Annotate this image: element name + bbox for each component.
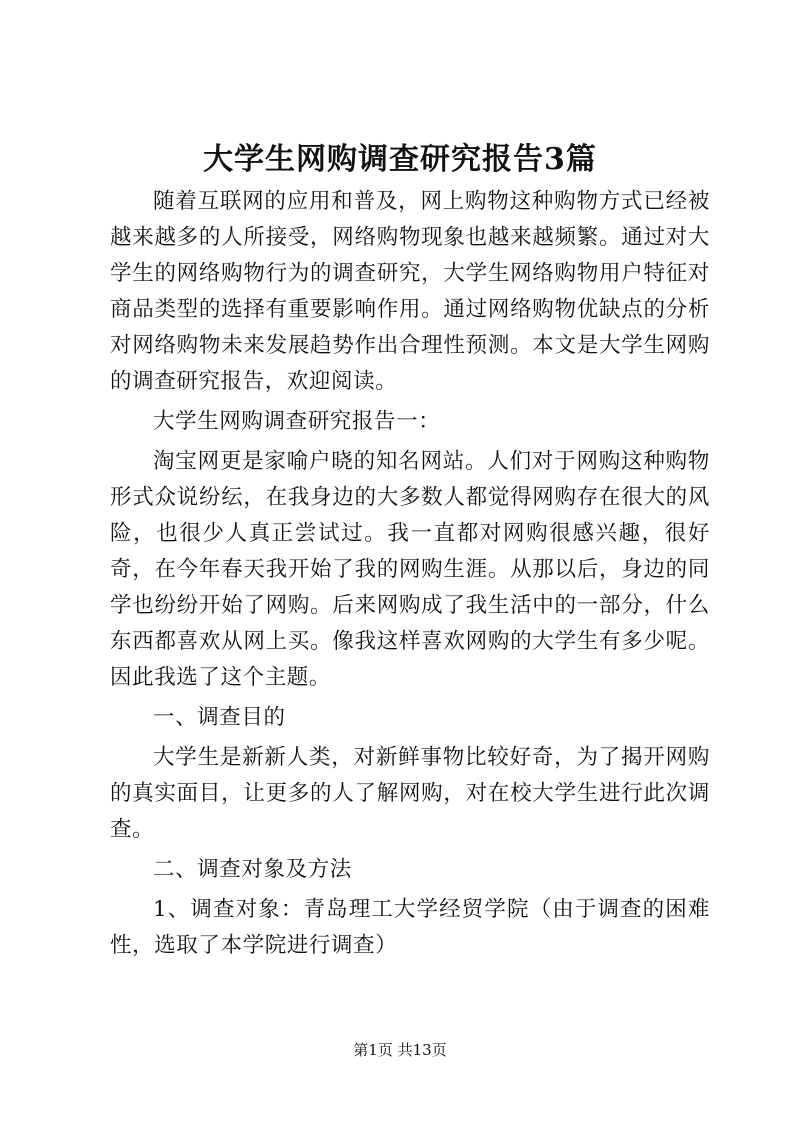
page-footer: 第1页 共13页 [353,1041,447,1059]
report-one-paragraph: 淘宝网更是家喻户晓的知名网站。人们对于网购这种购物形式众说纷纭，在我身边的大多数人都觉得网购存在很大的风险，也很少人真正尝试过。我一直都对网购很感兴趣，很好奇，在今年春天我开始了我的网购生涯。从那以后，身边的同学也纷纷开始了网购。后来网购成了我生活中的一部分，什么东西都喜欢从网上买。像我这样喜欢网购的大学生有多少呢。因此我选了这个主题。 [110,449,710,690]
section-heading-purpose: 一、调查目的 [153,705,286,730]
survey-subject-paragraph: 1、调查对象：青岛理工大学经贸学院（由于调查的困难性，选取了本学院进行调查） [110,897,710,958]
document-body [110,184,710,964]
document-title: 大学生网购调查研究报告3篇 [203,142,597,177]
intro-paragraph: 随着互联网的应用和普及，网上购物这种购物方式已经被越来越多的人所接受，网络购物现象也越来越频繁。通过对大学生的网络购物行为的调查研究，大学生网络购物用户特征对商品类型的选择有重要影响作用。通过网络购物优缺点的分析对网络购物未来发展趋势作出合理性预测。本文是大学生网购的调查研究报告，欢迎阅读。 [110,189,710,394]
section-heading-method: 二、调查对象及方法 [153,857,352,882]
purpose-paragraph: 大学生是新新人类，对新鲜事物比较好奇，为了揭开网购的真实面目，让更多的人了解网购，对在校大学生进行此次调查。 [110,745,710,842]
report-one-heading: 大学生网购调查研究报告一： [153,409,441,434]
